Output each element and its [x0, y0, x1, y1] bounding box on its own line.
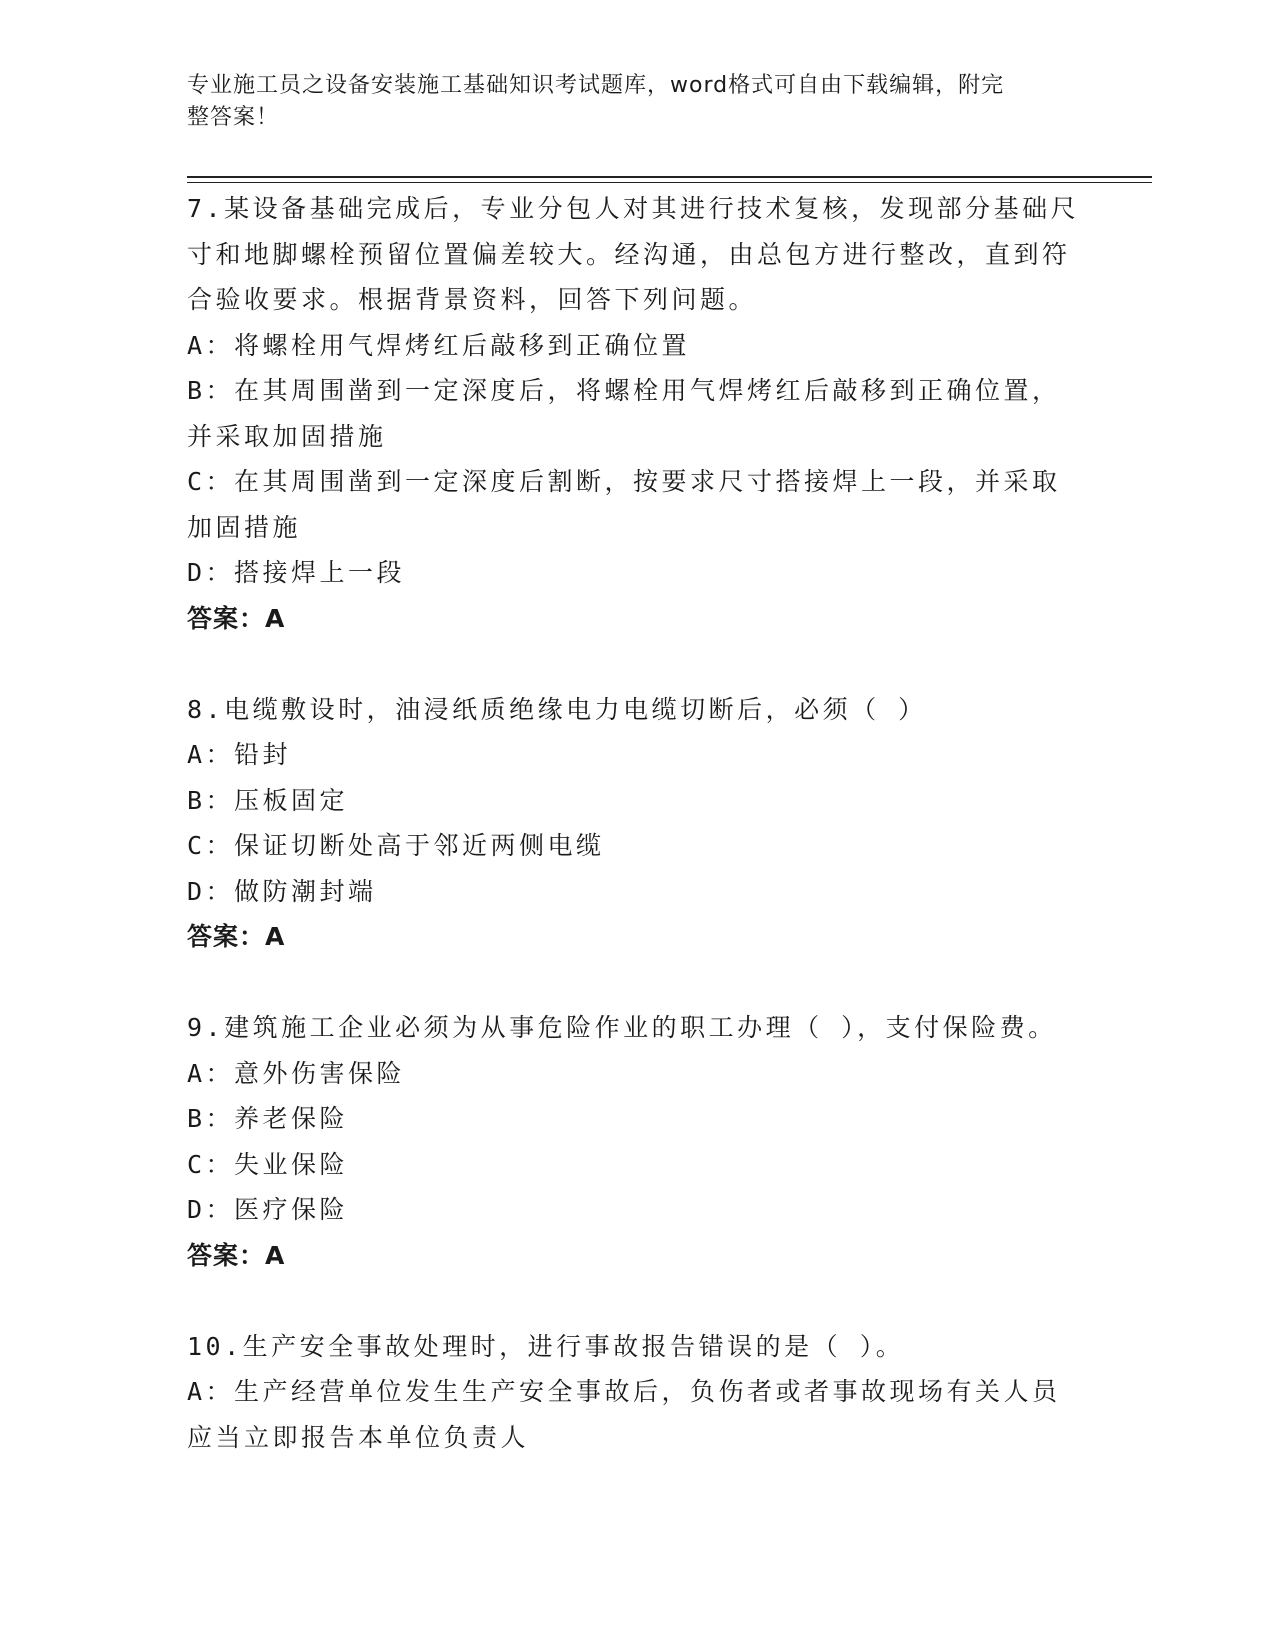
answer-label: 答案：A — [187, 1240, 286, 1270]
option-a: A：铅封 — [187, 740, 292, 769]
option-a: A：将螺栓用气焊烤红后敲移到正确位置 — [187, 330, 691, 360]
option-a: A：意外伤害保险 — [187, 1058, 406, 1088]
option-c: C：保证切断处高于邻近两侧电缆 — [187, 831, 605, 860]
header-divider-thick — [187, 176, 1152, 178]
option-b: B：养老保险 — [187, 1104, 349, 1133]
question-8 — [187, 687, 1087, 960]
question-9 — [187, 1005, 1087, 1278]
question-7 — [187, 186, 1087, 641]
option-d: D：做防潮封端 — [187, 876, 377, 906]
option-c: C：失业保险 — [187, 1149, 349, 1179]
answer-label: 答案：A — [187, 922, 286, 951]
option-a: A：生产经营单位发生生产安全事故后，负伤者或者事故现场有关人员应当立即报告本单位负责人 — [187, 1377, 1061, 1452]
header-divider-thin — [187, 182, 1152, 183]
document-header — [187, 70, 1067, 134]
question-stem: 10.生产安全事故处理时，进行事故报告错误的是（ ）。 — [187, 1331, 905, 1361]
header-line-2: 整答案！ — [187, 105, 280, 130]
option-b: B：压板固定 — [187, 785, 349, 815]
question-10 — [187, 1324, 1087, 1461]
option-d: D：搭接焊上一段 — [187, 558, 406, 587]
option-b: B：在其周围凿到一定深度后，将螺栓用气焊烤红后敲移到正确位置，并采取加固措施 — [187, 376, 1061, 451]
option-c: C：在其周围凿到一定深度后割断，按要求尺寸搭接焊上一段，并采取加固措施 — [187, 467, 1061, 542]
option-d: D：医疗保险 — [187, 1195, 349, 1224]
header-line-1: 专业施工员之设备安装施工基础知识考试题库，word格式可自由下载编辑，附完 — [187, 73, 1005, 98]
question-stem: 8.电缆敷设时，油浸纸质绝缘电力电缆切断后，必须（ ） — [187, 694, 927, 724]
answer-label: 答案：A — [187, 603, 286, 633]
question-stem: 7.某设备基础完成后，专业分包人对其进行技术复核，发现部分基础尺寸和地脚螺栓预留位置偏差较大。经沟通，由总包方进行整改，直到符合验收要求。根据背景资料，回答下列问题。 — [187, 194, 1080, 314]
question-list — [187, 186, 1087, 1460]
question-stem: 9.建筑施工企业必须为从事危险作业的职工办理（ ），支付保险费。 — [187, 1013, 1057, 1042]
